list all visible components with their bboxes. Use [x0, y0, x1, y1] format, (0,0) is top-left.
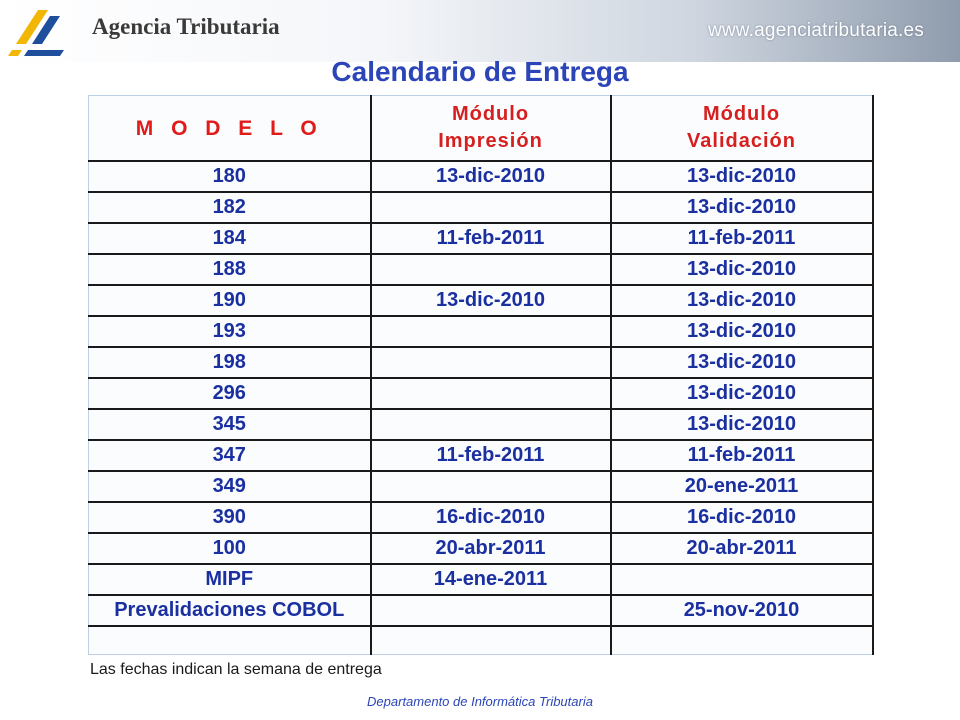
table-row — [89, 161, 873, 192]
table-row — [89, 471, 873, 502]
cell-modelo: 100 — [89, 533, 371, 564]
header-validacion-line2: Validación — [687, 130, 796, 152]
table-row — [89, 533, 873, 564]
cell-validacion: 13-dic-2010 — [611, 192, 873, 223]
header-impresion-line2: Impresión — [438, 130, 543, 152]
cell-validacion: 13-dic-2010 — [611, 254, 873, 285]
cell-validacion: 25-nov-2010 — [611, 595, 873, 626]
cell-validacion: 16-dic-2010 — [611, 502, 873, 533]
cell-validacion: 13-dic-2010 — [611, 409, 873, 440]
footnote: Las fechas indican la semana de entrega — [90, 661, 382, 678]
page-title: Calendario de Entrega — [331, 56, 629, 87]
cell-modelo: 347 — [89, 440, 371, 471]
header-modelo: M O D E L O — [89, 96, 371, 162]
cell-impresion — [371, 409, 611, 440]
cell-modelo: 180 — [89, 161, 371, 192]
cell-modelo: Prevalidaciones COBOL — [89, 595, 371, 626]
cell-validacion: 13-dic-2010 — [611, 378, 873, 409]
cell-impresion — [371, 316, 611, 347]
cell-validacion: 20-abr-2011 — [611, 533, 873, 564]
table-row — [89, 626, 873, 655]
header-impresion-line1: Módulo — [451, 103, 530, 125]
table-row — [89, 347, 873, 378]
cell-modelo: 345 — [89, 409, 371, 440]
table-row — [89, 595, 873, 626]
cell-impresion: 13-dic-2010 — [371, 285, 611, 316]
cell-modelo: 349 — [89, 471, 371, 502]
table-row — [89, 502, 873, 533]
table-row — [89, 254, 873, 285]
cell-validacion: 13-dic-2010 — [611, 161, 873, 192]
table-row — [89, 378, 873, 409]
cell-impresion: 14-ene-2011 — [371, 564, 611, 595]
cell-impresion — [371, 347, 611, 378]
cell-modelo — [89, 626, 371, 655]
table-row — [89, 223, 873, 254]
footer-department: Departamento de Informática Tributaria — [367, 694, 593, 709]
header-modulo-impresion — [371, 96, 611, 162]
table-row — [89, 564, 873, 595]
cell-validacion: 11-feb-2011 — [611, 223, 873, 254]
header-modulo-validacion — [611, 96, 873, 162]
cell-modelo: 193 — [89, 316, 371, 347]
header-banner — [0, 0, 960, 62]
cell-modelo: 198 — [89, 347, 371, 378]
table-row — [89, 440, 873, 471]
cell-validacion: 13-dic-2010 — [611, 285, 873, 316]
cell-impresion — [371, 626, 611, 655]
cell-validacion: 13-dic-2010 — [611, 347, 873, 378]
cell-validacion: 20-ene-2011 — [611, 471, 873, 502]
cell-modelo: 390 — [89, 502, 371, 533]
cell-impresion — [371, 595, 611, 626]
cell-impresion: 13-dic-2010 — [371, 161, 611, 192]
cell-modelo: 188 — [89, 254, 371, 285]
delivery-schedule-table — [88, 95, 874, 655]
cell-modelo: 184 — [89, 223, 371, 254]
cell-impresion — [371, 192, 611, 223]
cell-modelo: MIPF — [89, 564, 371, 595]
table-row — [89, 285, 873, 316]
table-row — [89, 192, 873, 223]
cell-impresion: 11-feb-2011 — [371, 440, 611, 471]
cell-impresion: 16-dic-2010 — [371, 502, 611, 533]
cell-impresion: 11-feb-2011 — [371, 223, 611, 254]
agencia-tributaria-logo-icon — [8, 6, 74, 56]
cell-validacion — [611, 626, 873, 655]
cell-modelo: 182 — [89, 192, 371, 223]
cell-validacion: 11-feb-2011 — [611, 440, 873, 471]
cell-validacion: 13-dic-2010 — [611, 316, 873, 347]
cell-validacion — [611, 564, 873, 595]
cell-impresion — [371, 378, 611, 409]
table-row — [89, 316, 873, 347]
brand-name: Agencia Tributaria — [92, 14, 280, 39]
header-validacion-line1: Módulo — [702, 103, 781, 125]
cell-modelo: 296 — [89, 378, 371, 409]
cell-impresion — [371, 471, 611, 502]
cell-modelo: 190 — [89, 285, 371, 316]
cell-impresion — [371, 254, 611, 285]
table-row — [89, 409, 873, 440]
website-url: www.agenciatributaria.es — [707, 20, 924, 41]
table-header-row — [89, 96, 873, 162]
cell-impresion: 20-abr-2011 — [371, 533, 611, 564]
